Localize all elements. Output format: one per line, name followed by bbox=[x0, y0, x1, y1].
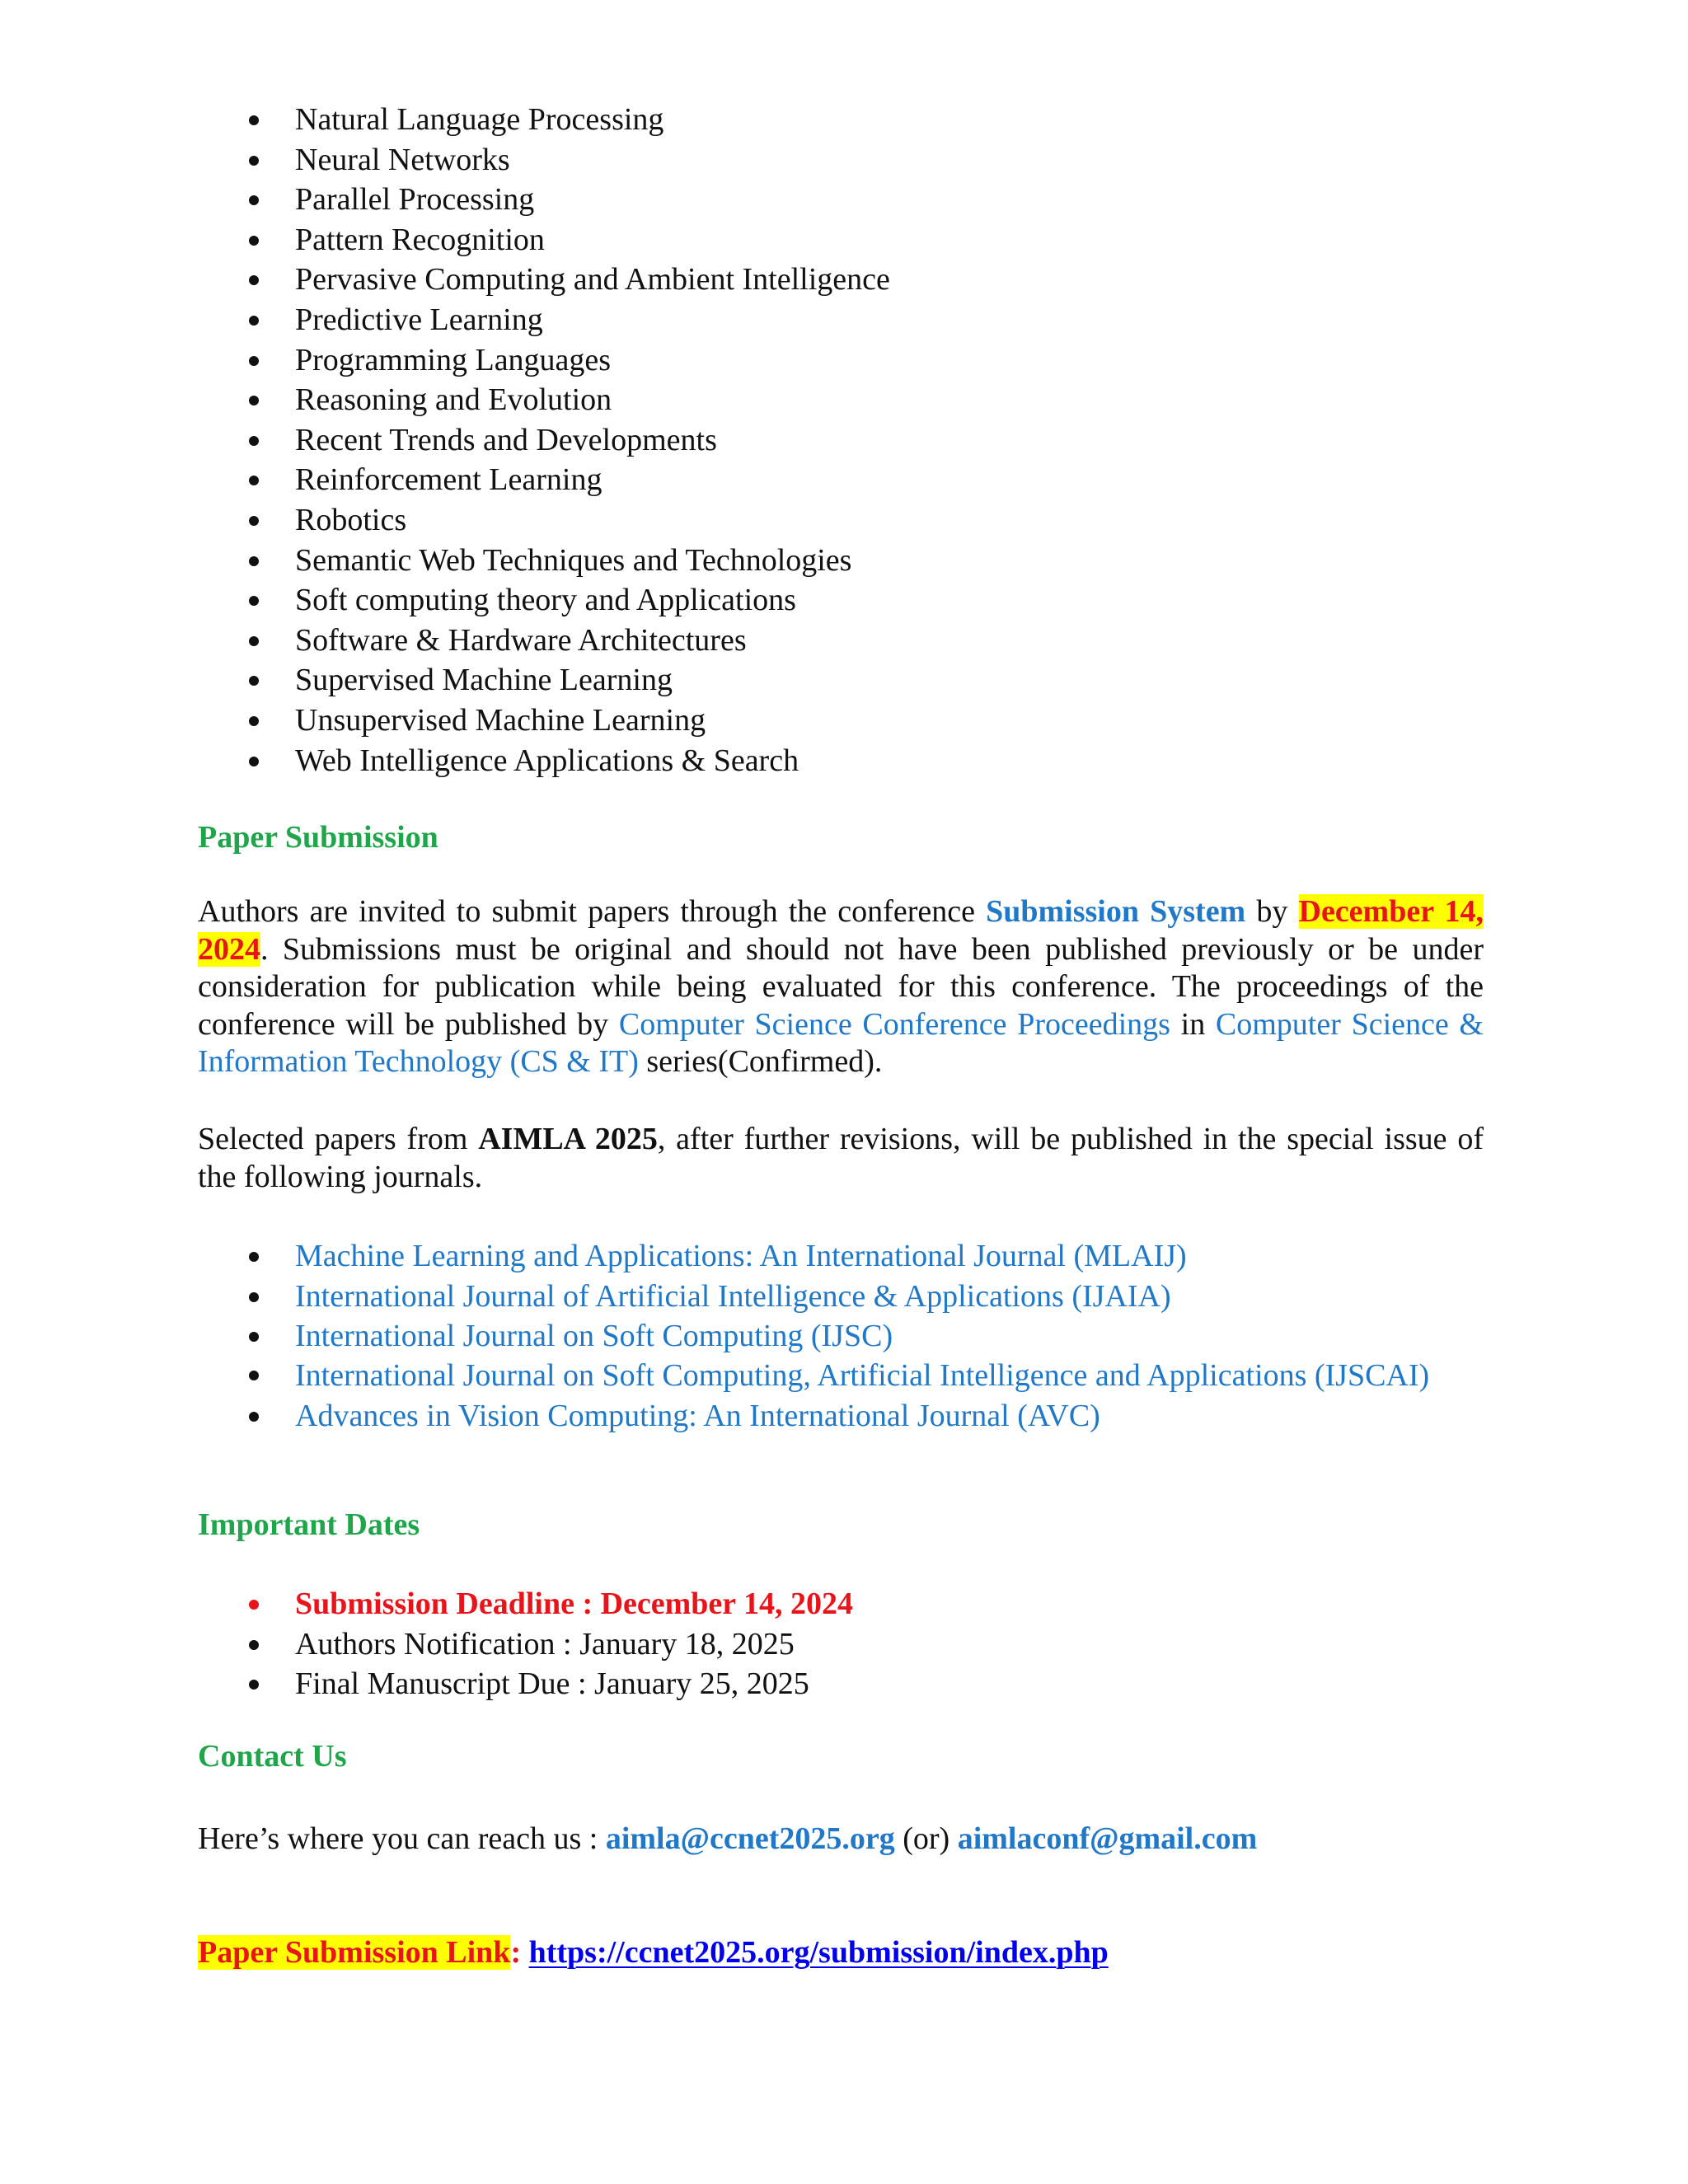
contact-heading: Contact Us bbox=[198, 1739, 347, 1774]
contact-or: (or) bbox=[894, 1821, 958, 1856]
list-item bbox=[198, 100, 1484, 140]
submission-link-label: Paper Submission Link bbox=[198, 1935, 511, 1970]
topic-text: Reasoning and Evolution bbox=[295, 382, 612, 418]
list-item bbox=[198, 621, 1484, 661]
paper-submission-heading: Paper Submission bbox=[198, 820, 438, 855]
list-item bbox=[198, 1624, 1484, 1665]
topic-text: Unsupervised Machine Learning bbox=[295, 702, 706, 738]
journal-link[interactable]: International Journal on Soft Computing (IJSC) bbox=[295, 1319, 893, 1354]
submission-url-link[interactable]: https://ccnet2025.org/submission/index.php bbox=[528, 1935, 1109, 1970]
submission-paragraph bbox=[198, 893, 1484, 1081]
contact-line bbox=[198, 1820, 1257, 1858]
bullet-icon bbox=[249, 195, 259, 205]
bullet-icon bbox=[249, 716, 259, 726]
topic-text: Predictive Learning bbox=[295, 302, 543, 337]
list-item[interactable] bbox=[198, 1236, 1484, 1277]
bullet-icon bbox=[249, 396, 259, 405]
conference-name: AIMLA 2025 bbox=[478, 1122, 658, 1156]
bullet-icon bbox=[249, 316, 259, 326]
topic-text: Programming Languages bbox=[295, 342, 612, 377]
deadline-highlight: December 14, 2024 bbox=[198, 894, 1484, 967]
topics-list bbox=[198, 100, 1484, 780]
list-item bbox=[198, 380, 1484, 420]
notification-date-text: Authors Notification : January 18, 2025 bbox=[295, 1626, 795, 1661]
journals-list bbox=[198, 1236, 1484, 1436]
bullet-icon bbox=[249, 1292, 259, 1302]
bullet-icon bbox=[249, 1680, 259, 1690]
topic-text: Semantic Web Techniques and Technologies bbox=[295, 542, 852, 578]
bullet-icon bbox=[249, 115, 259, 125]
journal-link[interactable]: International Journal on Soft Computing, Artificial Intelligence and Applications (IJSCAI) bbox=[295, 1357, 1430, 1393]
topic-text: Soft computing theory and Applications bbox=[295, 583, 796, 618]
list-item bbox=[198, 580, 1484, 621]
journals-intro-paragraph bbox=[198, 1121, 1484, 1196]
series-link[interactable]: Computer Science & Information Technology (CS & IT) bbox=[198, 1006, 1484, 1080]
submission-system-link[interactable]: Submission System bbox=[986, 894, 1246, 929]
topic-text: Parallel Processing bbox=[295, 182, 535, 218]
list-item bbox=[198, 420, 1484, 461]
topic-text: Neural Networks bbox=[295, 142, 510, 177]
paragraph-text: , after further revisions, will be published in the special issue of the following journals. bbox=[198, 1122, 1484, 1194]
list-item bbox=[198, 541, 1484, 581]
list-item[interactable] bbox=[198, 1357, 1484, 1397]
list-item bbox=[198, 140, 1484, 180]
list-item bbox=[198, 741, 1484, 781]
paragraph-text: by bbox=[1245, 894, 1299, 929]
list-item bbox=[198, 340, 1484, 381]
paragraph-text: Authors are invited to submit papers through the conference bbox=[198, 894, 987, 929]
bullet-icon bbox=[249, 1332, 259, 1342]
list-item[interactable] bbox=[198, 1316, 1484, 1357]
bullet-icon bbox=[249, 1600, 259, 1610]
bullet-icon bbox=[249, 275, 259, 285]
list-item[interactable] bbox=[198, 1277, 1484, 1317]
bullet-icon bbox=[249, 516, 259, 526]
list-item bbox=[198, 1664, 1484, 1704]
bullet-icon bbox=[249, 1412, 259, 1422]
final-manuscript-date-text: Final Manuscript Due : January 25, 2025 bbox=[295, 1666, 809, 1702]
journal-link[interactable]: Advances in Vision Computing: An International Journal (AVC) bbox=[295, 1399, 1100, 1434]
topic-text: Web Intelligence Applications & Search bbox=[295, 743, 799, 778]
paragraph-text: . Submissions must be original and should not have been published previously or be under consideration for publication while being evaluated for this conference. The proceedings of the conference will be published by bbox=[198, 931, 1484, 1042]
bullet-icon bbox=[249, 1252, 259, 1262]
bullet-icon bbox=[249, 636, 259, 646]
topic-text: Reinforcement Learning bbox=[295, 462, 603, 498]
list-item bbox=[198, 701, 1484, 741]
list-item bbox=[198, 660, 1484, 701]
bullet-icon bbox=[249, 436, 259, 446]
bullet-icon bbox=[249, 1371, 259, 1380]
list-item bbox=[198, 300, 1484, 340]
email-link-secondary[interactable]: aimlaconf@gmail.com bbox=[957, 1821, 1258, 1856]
topic-text: Pattern Recognition bbox=[295, 222, 545, 257]
paragraph-text: Selected papers from bbox=[198, 1122, 479, 1156]
topic-text: Robotics bbox=[295, 502, 407, 537]
bullet-icon bbox=[249, 556, 259, 566]
dates-list bbox=[198, 1584, 1484, 1704]
email-link-primary[interactable]: aimla@ccnet2025.org bbox=[605, 1821, 895, 1856]
journal-link[interactable]: Machine Learning and Applications: An International Journal (MLAIJ) bbox=[295, 1239, 1187, 1273]
paragraph-text: in bbox=[1170, 1006, 1216, 1042]
bullet-icon bbox=[249, 236, 259, 246]
important-dates-heading: Important Dates bbox=[198, 1507, 420, 1542]
list-item bbox=[198, 180, 1484, 220]
list-item bbox=[198, 500, 1484, 541]
bullet-icon bbox=[249, 476, 259, 485]
submission-deadline-text: Submission Deadline : December 14, 2024 bbox=[295, 1586, 853, 1621]
bullet-icon bbox=[249, 596, 259, 606]
submission-link-colon: : bbox=[510, 1935, 522, 1970]
contact-intro: Here’s where you can reach us : bbox=[198, 1821, 606, 1856]
topic-text: Software & Hardware Architectures bbox=[295, 622, 747, 658]
bullet-icon bbox=[249, 1640, 259, 1650]
list-item bbox=[198, 1584, 1484, 1624]
list-item bbox=[198, 220, 1484, 260]
bullet-icon bbox=[249, 356, 259, 366]
submission-link-line bbox=[198, 1933, 1109, 1971]
list-item bbox=[198, 460, 1484, 500]
journal-link[interactable]: International Journal of Artificial Intelligence & Applications (IJAIA) bbox=[295, 1278, 1171, 1314]
topic-text: Pervasive Computing and Ambient Intelligence bbox=[295, 262, 890, 298]
bullet-icon bbox=[249, 757, 259, 766]
topic-text: Recent Trends and Developments bbox=[295, 422, 717, 457]
list-item bbox=[198, 260, 1484, 300]
topic-text: Natural Language Processing bbox=[295, 102, 664, 137]
bullet-icon bbox=[249, 676, 259, 686]
list-item[interactable] bbox=[198, 1396, 1484, 1436]
topic-text: Supervised Machine Learning bbox=[295, 663, 673, 698]
bullet-icon bbox=[249, 156, 259, 166]
proceedings-link[interactable]: Computer Science Conference Proceedings bbox=[618, 1006, 1170, 1042]
paragraph-text: series(Confirmed). bbox=[638, 1044, 883, 1080]
